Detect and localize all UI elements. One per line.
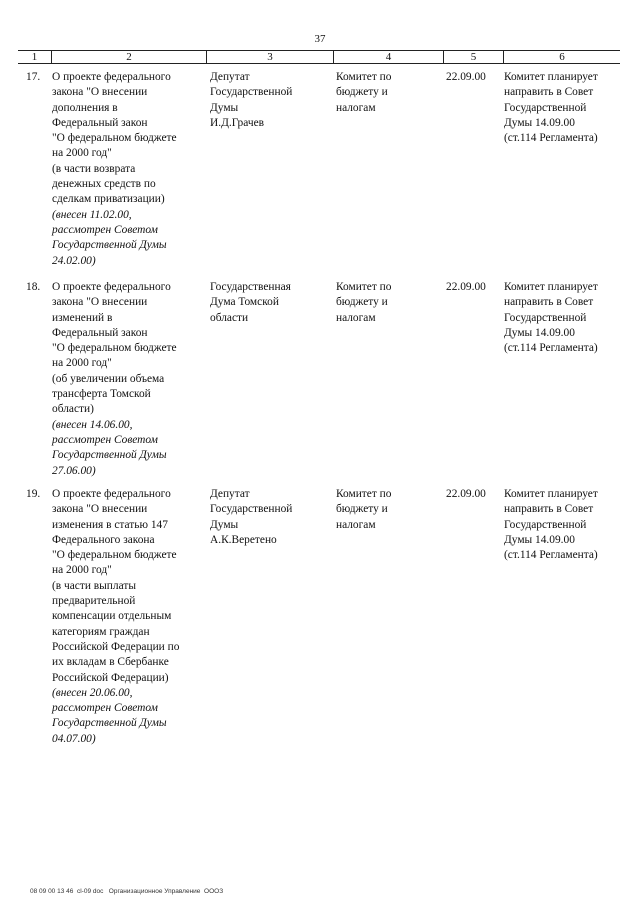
row-date: 22.09.00	[446, 281, 486, 293]
row-committee: Комитет по бюджету и налогам	[336, 488, 392, 531]
row-title: О проекте федерального закона "О внесении изменений в Федеральный закон "О федеральном бюджете на 2000 год" (об увеличении объема трансферта Томской области)	[52, 281, 177, 416]
row-number: 18.	[26, 281, 41, 293]
row-initiator: Государственная Дума Томской области	[210, 281, 291, 324]
page-footer: 08 09 00 13 46 cl-09 doc Организационное Управление ОООЗ	[30, 888, 224, 895]
row-status: Комитет планирует направить в Совет Государственной Думы 14.09.00 (ст.114 Регламента)	[504, 488, 598, 562]
row-title-cell	[52, 70, 177, 269]
row-note: (внесен 20.06.00, рассмотрен Советом Государственной Думы 04.07.00)	[52, 686, 167, 745]
row-date: 22.09.00	[446, 71, 486, 83]
row-note: (внесен 11.02.00, рассмотрен Советом Государственной Думы 24.02.00)	[52, 208, 167, 267]
row-committee: Комитет по бюджету и налогам	[336, 281, 392, 324]
row-title-cell	[52, 487, 179, 747]
table-header-row	[18, 50, 620, 64]
header-col-2: 2	[51, 51, 206, 63]
row-status: Комитет планирует направить в Совет Государственной Думы 14.09.00 (ст.114 Регламента)	[504, 71, 598, 145]
header-col-6: 6	[503, 51, 620, 63]
page-number: 37	[314, 33, 326, 45]
header-col-1: 1	[31, 51, 38, 63]
row-initiator: Депутат Государственной Думы А.К.Веретено	[210, 488, 293, 546]
row-note: (внесен 14.06.00, рассмотрен Советом Государственной Думы 27.06.00)	[52, 418, 167, 477]
row-initiator: Депутат Государственной Думы И.Д.Грачев	[210, 71, 293, 129]
header-col-5: 5	[443, 51, 503, 63]
row-title: О проекте федерального закона "О внесении изменения в статью 147 Федерального закона "О федеральном бюджете на 2000 год" (в части выплаты предварительной компенсации отдельным категориям граждан Российской Федерации по их вкладам в Сбербанке Российской Федерации)	[52, 488, 180, 684]
row-number: 17.	[26, 71, 41, 83]
row-title: О проекте федерального закона "О внесении дополнения в Федеральный закон "О федеральном бюджете на 2000 год" (в части возврата денежных средств по сделкам приватизации)	[52, 71, 177, 206]
header-col-3: 3	[206, 51, 333, 63]
header-col-4: 4	[333, 51, 443, 63]
row-title-cell	[52, 280, 177, 479]
row-committee: Комитет по бюджету и налогам	[336, 71, 392, 114]
row-status: Комитет планирует направить в Совет Государственной Думы 14.09.00 (ст.114 Регламента)	[504, 281, 598, 355]
row-number: 19.	[26, 488, 41, 500]
row-date: 22.09.00	[446, 488, 486, 500]
